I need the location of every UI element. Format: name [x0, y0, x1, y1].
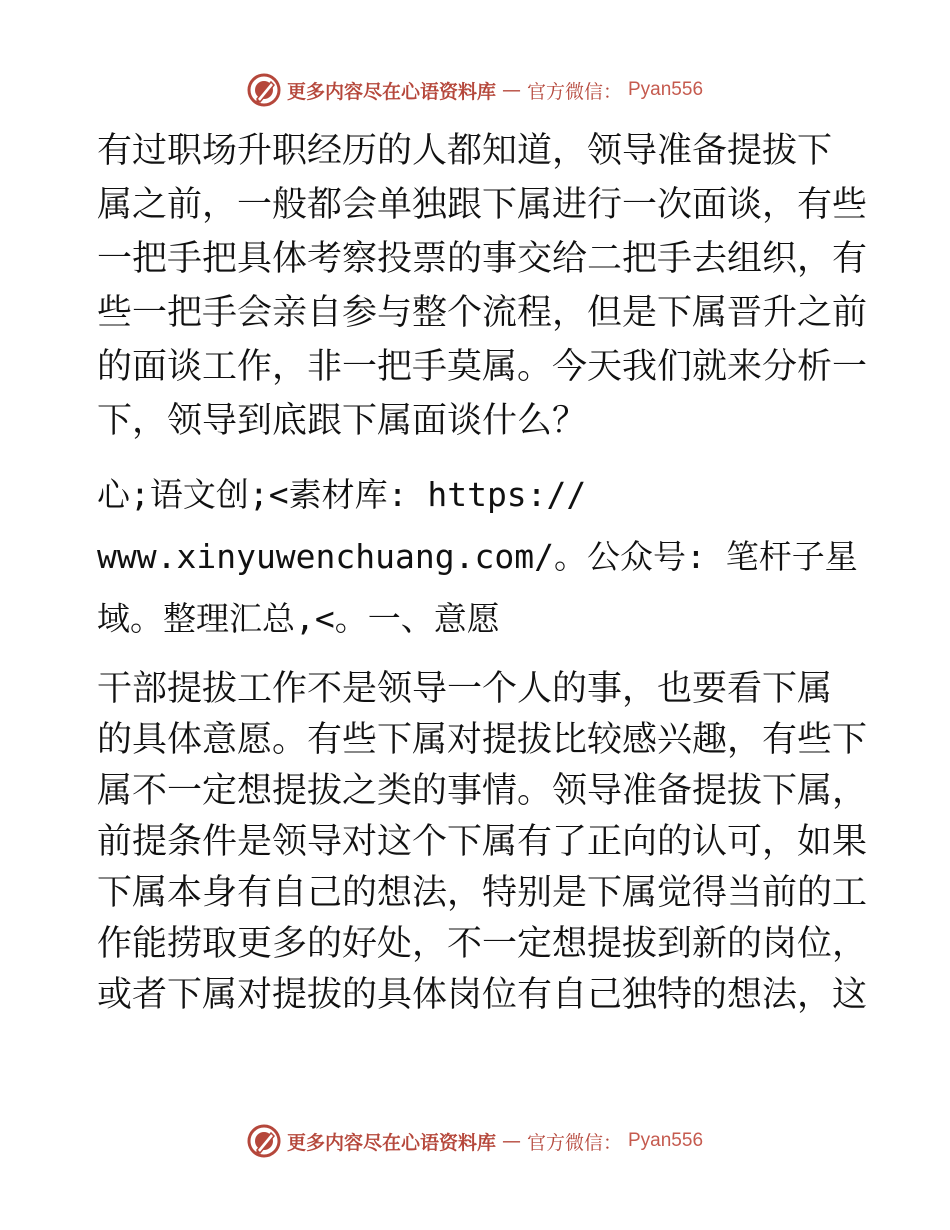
banner-wechat-id: Pyan556 — [628, 1130, 704, 1151]
banner-dash: — — [501, 79, 521, 101]
banner-slogan: 更多内容尽在心语资料库 — [286, 80, 496, 103]
text-line: www.xinyuwenchuang.com/。公众号: 笔杆子星 — [97, 537, 858, 576]
banner-slogan: 更多内容尽在心语资料库 — [286, 1131, 496, 1154]
pen-logo-icon — [247, 1124, 281, 1158]
text-line: 或者下属对提拔的具体岗位有自己独特的想法，这 — [97, 975, 868, 1015]
text-line: 下属本身有自己的想法，特别是下属觉得当前的工 — [97, 873, 868, 913]
pen-logo-icon — [247, 73, 281, 107]
text-line: 一把手把具体考察投票的事交给二把手去组织，有 — [97, 239, 868, 279]
paragraph-intro — [97, 124, 868, 448]
text-line: 心;语文创;<素材库: https:// — [97, 475, 587, 514]
banner-dash: — — [501, 1130, 521, 1152]
banner-wechat-label: 官方微信： — [526, 80, 622, 103]
paragraph-willingness — [97, 664, 868, 1021]
text-line: 的具体意愿。有些下属对提拔比较感兴趣，有些下 — [97, 720, 868, 760]
header-watermark-banner — [0, 70, 950, 110]
text-line: 下，领导到底跟下属面谈什么？ — [97, 401, 588, 441]
text-line: 的面谈工作，非一把手莫属。今天我们就来分析一 — [97, 347, 868, 387]
text-line: 属之前，一般都会单独跟下属进行一次面谈，有些 — [97, 185, 868, 225]
banner-wechat-label: 官方微信： — [526, 1131, 622, 1154]
text-line: 有过职场升职经历的人都知道，领导准备提拔下 — [97, 131, 833, 171]
text-line: 属不一定想提拔之类的事情。领导准备提拔下属， — [97, 771, 868, 811]
banner-wechat-id: Pyan556 — [628, 79, 704, 100]
text-line: 域。整理汇总,<。一、意愿 — [97, 599, 500, 638]
text-line: 些一把手会亲自参与整个流程，但是下属晋升之前 — [97, 293, 868, 333]
footer-watermark-banner — [0, 1121, 950, 1161]
document-body — [97, 124, 868, 1021]
text-line: 作能捞取更多的好处，不一定想提拔到新的岗位， — [97, 924, 868, 964]
text-line: 干部提拔工作不是领导一个人的事，也要看下属 — [97, 669, 833, 709]
text-line: 前提条件是领导对这个下属有了正向的认可，如果 — [97, 822, 868, 862]
paragraph-source-note — [97, 464, 857, 650]
